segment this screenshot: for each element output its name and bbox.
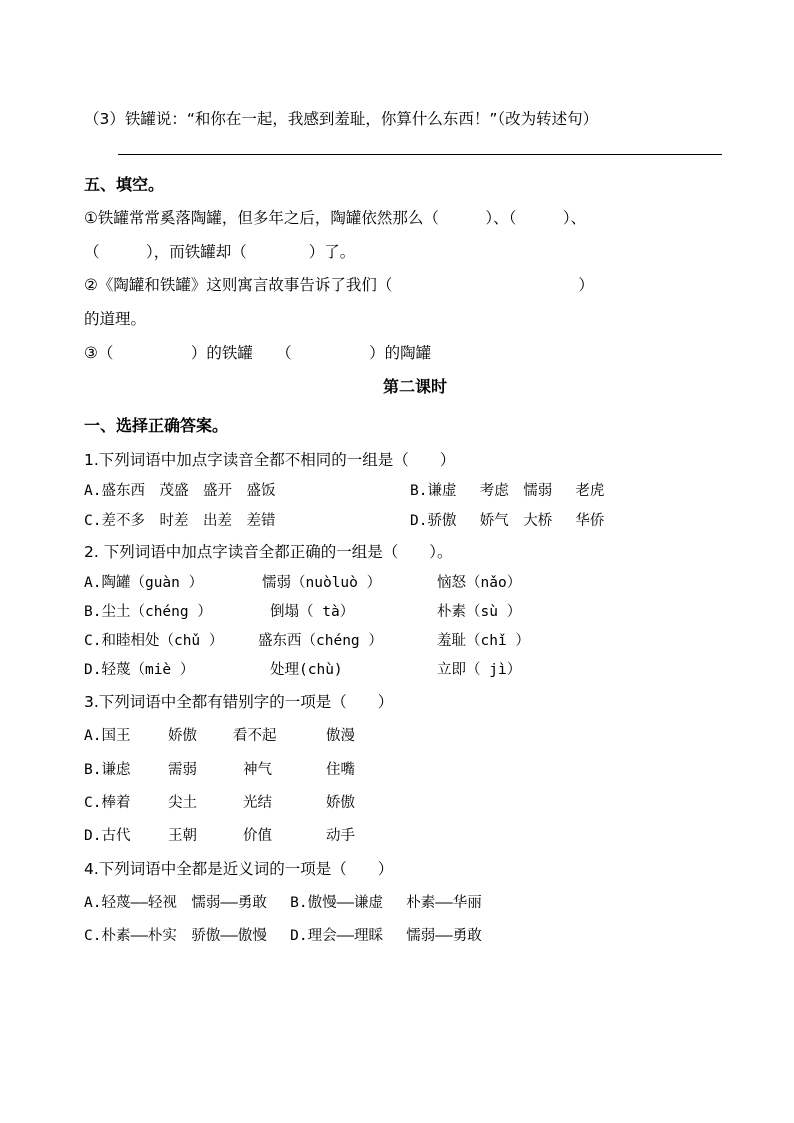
q2-option-a-1[interactable]: A.陶罐（guàn ） xyxy=(84,575,204,591)
lesson-title: 第二课时 xyxy=(383,377,448,396)
q1-option-c[interactable]: C.差不多 时差 出差 差错 xyxy=(84,513,276,529)
q3-option-b-4: 住嘴 xyxy=(326,762,355,778)
q3-option-b-2: 需弱 xyxy=(168,762,197,778)
fill-line-4: 的道理。 xyxy=(84,310,147,328)
question-4-stem: 4.下列词语中全都是近义词的一项是（ ） xyxy=(84,860,394,878)
q2-option-a-2: 懦弱（nuòluò ） xyxy=(262,575,382,591)
fill-line-1: ①铁罐常常奚落陶罐，但多年之后，陶罐依然那么（ ）、（ ）、 xyxy=(84,209,587,227)
q3-option-c-4: 娇傲 xyxy=(326,795,355,811)
q3-option-a-2: 娇傲 xyxy=(168,728,197,744)
question-3-stem: 3.下列词语中全都有错别字的一项是（ ） xyxy=(84,693,394,711)
fill-line-2: （ ），而铁罐却（ ）了。 xyxy=(84,243,356,261)
q1-option-a[interactable]: A.盛东西 茂盛 盛开 盛饭 xyxy=(84,483,276,499)
q1-option-d[interactable]: D.骄傲 娇气 大桥 华侨 xyxy=(410,513,605,529)
q3-option-d-2: 王朝 xyxy=(168,828,197,844)
answer-line[interactable] xyxy=(118,154,722,155)
q2-option-b-3: 朴素（sù ） xyxy=(437,604,522,620)
q3-option-d-3: 价值 xyxy=(243,828,272,844)
q3-option-b-3: 神气 xyxy=(243,762,272,778)
q2-option-c-1[interactable]: C.和睦相处（chǔ ） xyxy=(84,633,224,649)
fill-line-3: ②《陶罐和铁罐》这则寓言故事告诉了我们（ ） xyxy=(84,276,594,294)
rewrite-question: （3）铁罐说：“和你在一起，我感到羞耻，你算什么东西！”（改为转述句） xyxy=(84,110,599,128)
q3-option-d-4: 动手 xyxy=(326,828,355,844)
question-2-stem: 2. 下列词语中加点字读音全都正确的一组是（ ）。 xyxy=(84,543,453,561)
q2-option-c-2: 盛东西（chéng ） xyxy=(258,633,383,649)
q3-option-a-4: 傲漫 xyxy=(326,728,355,744)
q1-option-b[interactable]: B.谦虚 考虑 懦弱 老虎 xyxy=(410,483,605,499)
q2-option-b-1[interactable]: B.尘土（chéng ） xyxy=(84,604,212,620)
q3-option-a-1[interactable]: A.国王 xyxy=(84,728,131,744)
q2-option-c-3: 羞耻（chǐ ） xyxy=(437,633,530,649)
q2-option-d-3: 立即（ jì） xyxy=(437,662,522,678)
section-title-fill-blanks: 五、填空。 xyxy=(84,175,165,194)
q3-option-c-3: 光结 xyxy=(243,795,272,811)
q4-options-a-b[interactable]: A.轻蔑——轻视 懦弱——勇敢 B.傲慢——谦虚 朴素——华丽 xyxy=(84,895,482,911)
q2-option-d-1[interactable]: D.轻蔑（miè ） xyxy=(84,662,195,678)
section-title-choose: 一、选择正确答案。 xyxy=(84,416,229,435)
q2-option-d-2: 处理(chù) xyxy=(270,662,343,678)
q3-option-a-3: 看不起 xyxy=(233,728,277,744)
q3-option-d-1[interactable]: D.古代 xyxy=(84,828,131,844)
q2-option-a-3: 恼怒（nǎo） xyxy=(437,575,522,591)
q3-option-c-1[interactable]: C.棒着 xyxy=(84,795,131,811)
q2-option-b-2: 倒塌（ tà） xyxy=(270,604,355,620)
question-1-stem: 1.下列词语中加点字读音全都不相同的一组是（ ） xyxy=(84,451,456,469)
q3-option-b-1[interactable]: B.谦虑 xyxy=(84,762,131,778)
q4-options-c-d[interactable]: C.朴素——朴实 骄傲——傲慢 D.理会——理睬 懦弱——勇敢 xyxy=(84,928,482,944)
q3-option-c-2: 尖土 xyxy=(168,795,197,811)
fill-line-5: ③（ ）的铁罐 （ ）的陶罐 xyxy=(84,344,432,362)
